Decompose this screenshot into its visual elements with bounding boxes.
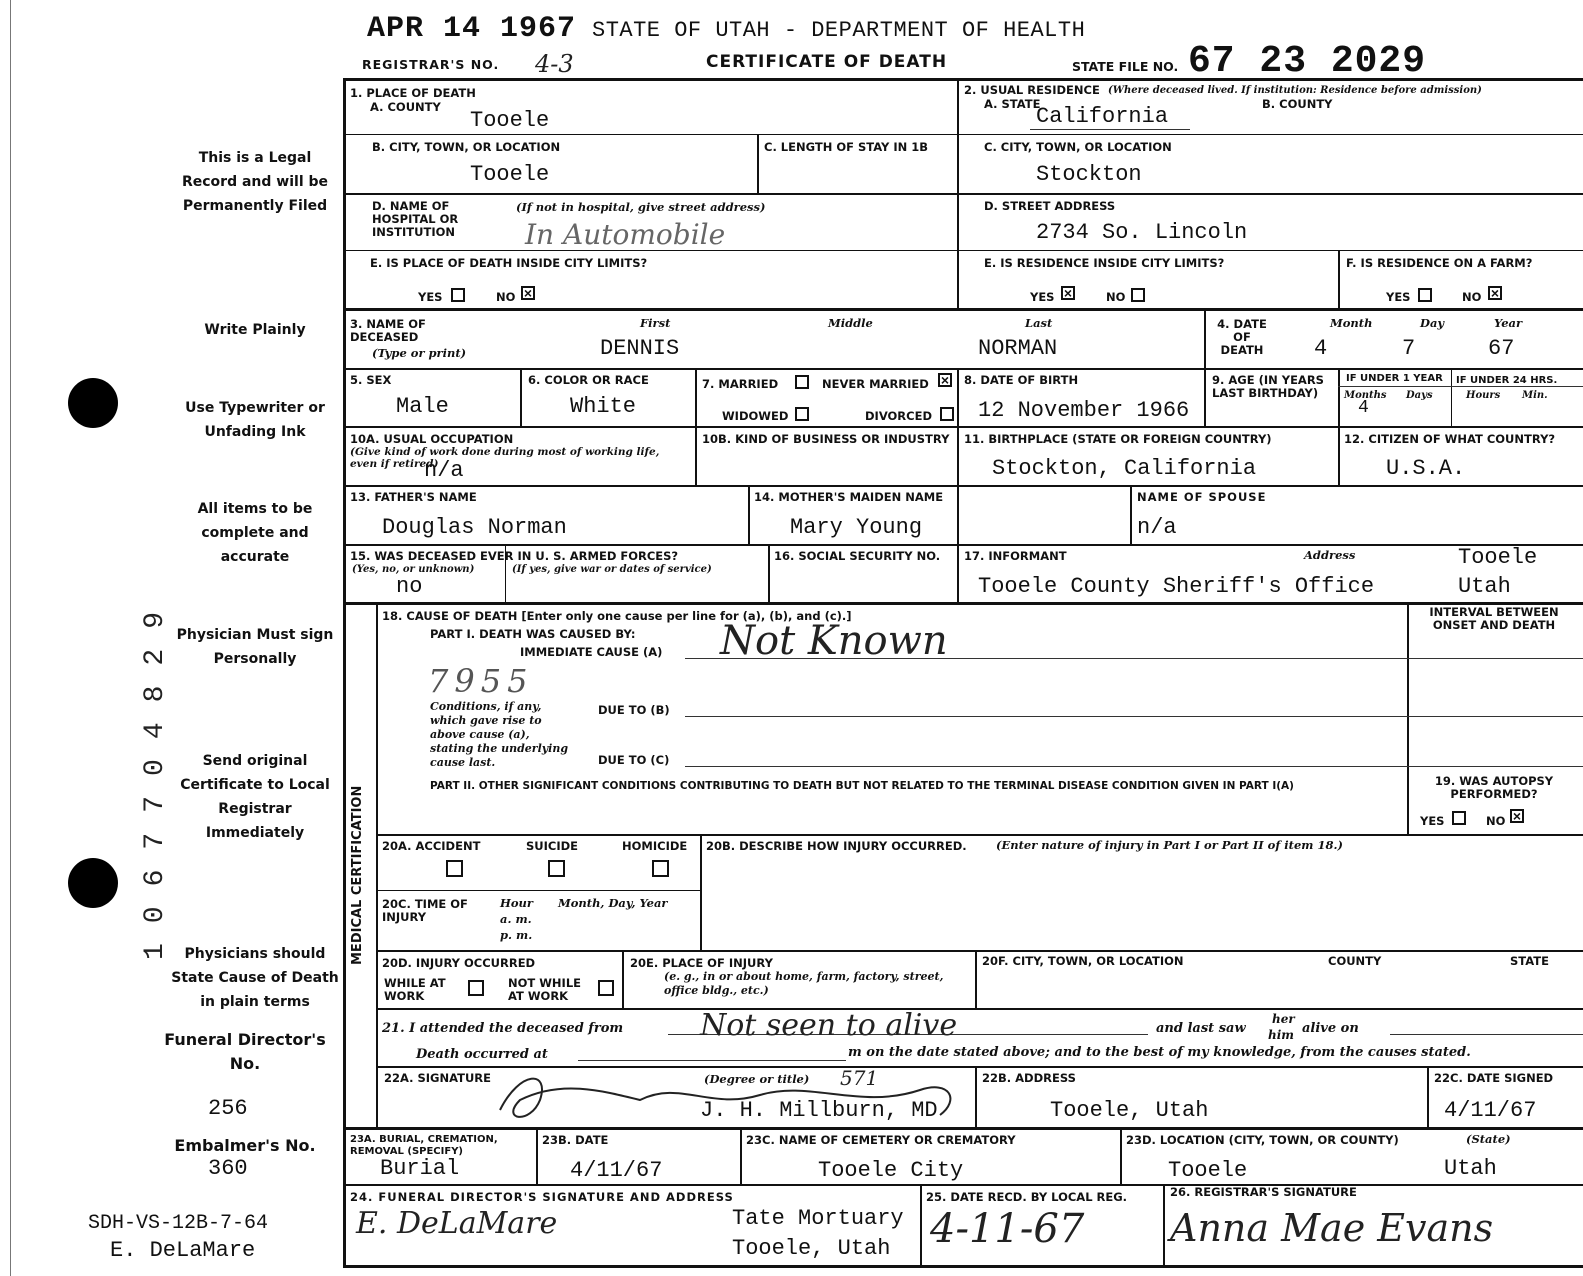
homicide-checkbox[interactable] xyxy=(652,860,669,877)
date-signed: 4/11/67 xyxy=(1444,1098,1537,1123)
certificate-title: CERTIFICATE OF DEATH xyxy=(706,52,948,72)
spouse-label: NAME OF SPOUSE xyxy=(1137,490,1267,504)
place-of-injury-note: (e. g., in or about home, farm, factory, street, office bldg., etc.) xyxy=(664,970,944,997)
stated-above-text: m on the date stated above; and to the best of my knowledge, from the causes stated. xyxy=(848,1045,1471,1060)
due-to-c-label: DUE TO (C) xyxy=(598,753,670,767)
while-at-work-checkbox[interactable] xyxy=(468,980,484,996)
date-signed-label: 22C. DATE SIGNED xyxy=(1434,1071,1554,1085)
burial-method: Burial xyxy=(380,1156,460,1181)
usual-residence-note: (Where deceased lived. If institution: Residence before admission) xyxy=(1108,85,1482,96)
middle-label: Middle xyxy=(828,316,873,330)
signature-label: 22A. SIGNATURE xyxy=(384,1071,492,1085)
registrar-no-label: REGISTRAR'S NO. xyxy=(362,57,500,72)
dob: 12 November 1966 xyxy=(978,398,1190,423)
describe-injury-label: 20B. DESCRIBE HOW INJURY OCCURRED. xyxy=(706,839,967,853)
side-legal-record: This is a Legal Record and will be Permanently Filed xyxy=(181,150,329,214)
burial-label: 23A. BURIAL, CREMATION, REMOVAL (SPECIFY) xyxy=(350,1134,498,1157)
describe-injury-note: (Enter nature of injury in Part I or Part II of item 18.) xyxy=(996,838,1343,852)
min-label: Min. xyxy=(1522,390,1548,401)
race-label: 6. COLOR OR RACE xyxy=(528,373,649,387)
divorced-checkbox[interactable] xyxy=(940,407,954,421)
funeral-director-label: Funeral Director's No. xyxy=(164,1030,326,1073)
her-label: her xyxy=(1272,1012,1295,1026)
autopsy-yes-label: YES xyxy=(1420,814,1445,828)
res-city-label: C. CITY, TOWN, OR LOCATION xyxy=(984,140,1172,154)
usual-residence-label: 2. USUAL RESIDENCE xyxy=(964,83,1100,97)
immediate-cause-handwritten: Not Known xyxy=(720,618,948,664)
place-of-death-label: 1. PLACE OF DEATH xyxy=(350,86,476,100)
bottom-signature-name: E. DeLaMare xyxy=(110,1238,256,1263)
last-name: NORMAN xyxy=(978,336,1058,361)
cause-code: 7955 xyxy=(428,662,534,700)
res-state-label: A. STATE xyxy=(984,97,1041,111)
hospital-note: (If not in hospital, give street address) xyxy=(516,200,766,214)
burial-date-label: 23B. DATE xyxy=(542,1133,609,1147)
widowed-checkbox[interactable] xyxy=(795,407,809,421)
birthplace-label: 11. BIRTHPLACE (STATE OR FOREIGN COUNTRY) xyxy=(964,432,1272,446)
burial-location-label: 23D. LOCATION (CITY, TOWN, OR COUNTY) xyxy=(1126,1133,1399,1147)
embalmer-no: 360 xyxy=(208,1156,248,1181)
state-of-injury-label: STATE xyxy=(1510,954,1549,968)
interval-label: INTERVAL BETWEEN ONSET AND DEATH xyxy=(1429,605,1559,632)
punch-hole-top xyxy=(68,378,118,428)
accident-checkbox[interactable] xyxy=(446,860,463,877)
death-inside-limits-label: E. IS PLACE OF DEATH INSIDE CITY LIMITS? xyxy=(370,256,648,270)
under-24-hrs-label: IF UNDER 24 HRS. xyxy=(1456,375,1558,386)
physician-name: J. H. Millburn, MD xyxy=(700,1098,938,1123)
months-label: Months xyxy=(1344,390,1387,401)
never-married-checkbox[interactable]: × xyxy=(938,373,952,387)
death-yes-label: YES xyxy=(418,290,443,304)
medical-certification-vertical: MEDICAL CERTIFICATION xyxy=(350,785,365,965)
death-month-label: Month xyxy=(1330,316,1373,330)
death-inside-no-checkbox[interactable]: × xyxy=(521,286,535,300)
death-city: Tooele xyxy=(470,162,550,187)
married-checkbox[interactable] xyxy=(795,375,809,389)
while-at-work-label: WHILE AT WORK xyxy=(384,976,446,1003)
married-label: 7. MARRIED xyxy=(702,377,779,391)
informant: Tooele County Sheriff's Office xyxy=(978,574,1375,599)
hours-label: Hours xyxy=(1466,390,1501,401)
last-saw-label: and last saw xyxy=(1156,1021,1246,1036)
res-no-label: NO xyxy=(1106,290,1126,304)
part-2-label: PART II. OTHER SIGNIFICANT CONDITIONS CONTRIBUTING TO DEATH BUT NOT RELATED TO THE TERMINAL DISEASE CONDITION GIVEN IN PART I(A) xyxy=(430,780,1294,792)
mother-name: Mary Young xyxy=(790,515,923,540)
hospital-label: D. NAME OF HOSPITAL OR INSTITUTION xyxy=(372,199,459,239)
cemetery: Tooele City xyxy=(818,1158,964,1183)
punch-hole-bottom xyxy=(68,858,118,908)
burial-location: Tooele xyxy=(1168,1158,1248,1183)
month-day-year-label: Month, Day, Year xyxy=(558,896,668,910)
farm-no-label: NO xyxy=(1462,290,1482,304)
armed-forces: no xyxy=(396,574,423,599)
res-yes-label: YES xyxy=(1030,290,1055,304)
hour-label: Hour xyxy=(500,896,533,910)
state-file-number: 67 23 2029 xyxy=(1188,40,1427,83)
armed-forces-sub1: (Yes, no, or unknown) xyxy=(352,564,475,575)
widowed-label: WIDOWED xyxy=(722,409,789,423)
suicide-checkbox[interactable] xyxy=(548,860,565,877)
not-while-at-work-label: NOT WHILE AT WORK xyxy=(508,976,582,1003)
attended-label: 21. I attended the deceased from xyxy=(382,1021,624,1036)
him-label: him xyxy=(1268,1028,1294,1042)
burial-state: Utah xyxy=(1444,1156,1497,1181)
funeral-director-no: 256 xyxy=(208,1096,248,1121)
res-inside-limits-label: E. IS RESIDENCE INSIDE CITY LIMITS? xyxy=(984,256,1225,270)
sex-label: 5. SEX xyxy=(350,373,392,387)
res-inside-no-checkbox[interactable] xyxy=(1131,288,1145,302)
father-name: Douglas Norman xyxy=(382,515,567,540)
sex: Male xyxy=(396,394,449,419)
physician-number: 571 xyxy=(840,1066,879,1090)
death-inside-yes-checkbox[interactable] xyxy=(451,288,465,302)
alive-on-label: alive on xyxy=(1302,1021,1359,1036)
registrar-sig-label: 26. REGISTRAR'S SIGNATURE xyxy=(1170,1185,1357,1199)
time-of-injury-label: 20C. TIME OF INJURY xyxy=(382,897,468,924)
received-date-stamp: APR 14 1967 xyxy=(367,12,577,46)
age-months: 4 xyxy=(1358,398,1369,418)
mother-label: 14. MOTHER'S MAIDEN NAME xyxy=(754,490,944,504)
informant-address-label: Address xyxy=(1304,548,1356,562)
degree-label: (Degree or title) xyxy=(704,1072,810,1086)
days-label: Days xyxy=(1406,390,1433,401)
conditions-note: Conditions, if any, which gave rise to above cause (a), stating the underlying cause last. xyxy=(430,700,569,769)
length-of-stay-label: C. LENGTH OF STAY IN 1B xyxy=(764,140,929,154)
funeral-director-signature: E. DeLaMare xyxy=(356,1206,558,1241)
farm-label: F. IS RESIDENCE ON A FARM? xyxy=(1346,256,1533,270)
am-label: a. m. xyxy=(500,912,532,926)
vertical-serial-number: 1067704829 xyxy=(140,591,171,960)
death-day-label: Day xyxy=(1420,316,1445,330)
hospital-handwritten: In Automobile xyxy=(525,218,726,251)
registrar-no: 4-3 xyxy=(535,50,574,78)
divorced-label: DIVORCED xyxy=(865,409,932,423)
spouse-name: n/a xyxy=(1137,515,1177,540)
cause-of-death-label: 18. CAUSE OF DEATH [Enter only one cause per line for (a), (b), and (c).] xyxy=(382,609,852,623)
informant-state: Utah xyxy=(1458,574,1511,599)
informant-label: 17. INFORMANT xyxy=(964,549,1067,563)
death-city-label: B. CITY, TOWN, OR LOCATION xyxy=(372,140,561,154)
business-label: 10B. KIND OF BUSINESS OR INDUSTRY xyxy=(702,432,950,446)
res-city: Stockton xyxy=(1036,162,1142,187)
date-of-death-label: 4. DATE OF DEATH xyxy=(1217,317,1267,357)
farm-yes-label: YES xyxy=(1386,290,1411,304)
armed-forces-sub2: (If yes, give war or dates of service) xyxy=(512,564,712,575)
informant-city: Tooele xyxy=(1458,545,1538,570)
death-year: 67 xyxy=(1488,336,1515,361)
side-complete: All items to be complete and accurate xyxy=(197,501,313,565)
part-1-label: PART I. DEATH WAS CAUSED BY: xyxy=(430,627,636,641)
never-married-label: NEVER MARRIED xyxy=(822,377,929,391)
embalmer-label: Embalmer's No. xyxy=(174,1136,316,1155)
mortuary-name: Tate Mortuary xyxy=(732,1206,904,1231)
death-month: 4 xyxy=(1314,336,1328,361)
form-number: SDH-VS-12B-7-64 xyxy=(88,1212,269,1235)
state-title: STATE OF UTAH - DEPARTMENT OF HEALTH xyxy=(592,18,1086,43)
physician-address: Tooele, Utah xyxy=(1050,1098,1209,1123)
citizen: U.S.A. xyxy=(1386,456,1466,481)
res-inside-yes-checkbox[interactable]: × xyxy=(1061,286,1075,300)
side-send-original: Send original Certificate to Local Registrar Immediately xyxy=(180,753,330,841)
physician-address-label: 22B. ADDRESS xyxy=(982,1071,1076,1085)
autopsy-no-checkbox[interactable]: × xyxy=(1510,809,1524,823)
pm-label: p. m. xyxy=(500,928,533,942)
suicide-label: SUICIDE xyxy=(526,839,579,853)
last-label: Last xyxy=(1025,316,1053,330)
accident-label: 20A. ACCIDENT xyxy=(382,839,481,853)
city-of-injury-label: 20F. CITY, TOWN, OR LOCATION xyxy=(982,954,1184,968)
age-label: 9. AGE (IN YEARS LAST BIRTHDAY) xyxy=(1212,373,1324,400)
death-day: 7 xyxy=(1402,336,1416,361)
side-physician-sign: Physician Must sign Personally xyxy=(176,627,334,667)
farm-no-checkbox[interactable]: × xyxy=(1488,286,1502,300)
res-state: California xyxy=(1036,104,1169,129)
father-label: 13. FATHER'S NAME xyxy=(350,490,477,504)
under-1-year-label: IF UNDER 1 YEAR xyxy=(1346,373,1443,384)
res-county-label: B. COUNTY xyxy=(1262,97,1333,111)
date-recd: 4-11-67 xyxy=(930,1206,1085,1252)
occupation: n/a xyxy=(424,458,464,483)
death-no-label: NO xyxy=(496,290,516,304)
first-name: DENNIS xyxy=(600,336,680,361)
farm-yes-checkbox[interactable] xyxy=(1418,288,1432,302)
armed-forces-label: 15. WAS DECEASED EVER IN U. S. ARMED FORCES? xyxy=(350,549,679,563)
attended-handwritten: Not seen to alive xyxy=(700,1008,958,1043)
first-label: First xyxy=(640,316,671,330)
death-year-label: Year xyxy=(1494,316,1523,330)
citizen-label: 12. CITIZEN OF WHAT COUNTRY? xyxy=(1344,432,1556,446)
deceased-name-label: 3. NAME OF DECEASED xyxy=(350,317,426,344)
not-while-at-work-checkbox[interactable] xyxy=(598,980,614,996)
race: White xyxy=(570,394,637,419)
res-street: 2734 So. Lincoln xyxy=(1036,220,1248,245)
dob-label: 8. DATE OF BIRTH xyxy=(964,373,1079,387)
death-occurred-label: Death occurred at xyxy=(416,1047,548,1062)
injury-occurred-label: 20D. INJURY OCCURRED xyxy=(382,956,536,970)
burial-date: 4/11/67 xyxy=(570,1158,663,1183)
burial-state-label: (State) xyxy=(1466,1132,1511,1146)
homicide-label: HOMICIDE xyxy=(622,839,688,853)
side-write-plainly: Write Plainly xyxy=(204,322,306,338)
registrar-signature: Anna Mae Evans xyxy=(1170,1206,1494,1250)
birthplace: Stockton, California xyxy=(992,456,1257,481)
death-county-label: A. COUNTY xyxy=(370,100,441,114)
res-street-label: D. STREET ADDRESS xyxy=(984,199,1116,213)
side-typewriter: Use Typewriter or Unfading Ink xyxy=(185,400,325,440)
county-of-injury-label: COUNTY xyxy=(1328,954,1382,968)
occupation-note: (Give kind of work done during most of working life, even if retired) xyxy=(350,446,660,470)
autopsy-no-label: NO xyxy=(1486,814,1506,828)
state-file-label: STATE FILE NO. xyxy=(1072,59,1179,74)
deceased-name-sub: (Type or print) xyxy=(372,346,467,360)
cemetery-label: 23C. NAME OF CEMETERY OR CREMATORY xyxy=(746,1133,1016,1147)
autopsy-label: 19. WAS AUTOPSY PERFORMED? xyxy=(1434,774,1554,801)
immediate-cause-label: IMMEDIATE CAUSE (A) xyxy=(520,645,663,659)
date-recd-label: 25. DATE RECD. BY LOCAL REG. xyxy=(926,1190,1128,1204)
ssn-label: 16. SOCIAL SECURITY NO. xyxy=(774,549,941,563)
due-to-b-label: DUE TO (B) xyxy=(598,703,670,717)
mortuary-city: Tooele, Utah xyxy=(732,1236,891,1261)
place-of-injury-label: 20E. PLACE OF INJURY xyxy=(630,956,773,970)
death-county: Tooele xyxy=(470,108,550,133)
page-edge xyxy=(10,0,11,1276)
occupation-label: 10A. USUAL OCCUPATION xyxy=(350,432,514,446)
side-cause-plain: Physicians should State Cause of Death in plain terms xyxy=(171,946,339,1010)
autopsy-yes-checkbox[interactable] xyxy=(1452,811,1466,825)
funeral-director-sig-label: 24. FUNERAL DIRECTOR'S SIGNATURE AND ADDRESS xyxy=(350,1190,734,1204)
